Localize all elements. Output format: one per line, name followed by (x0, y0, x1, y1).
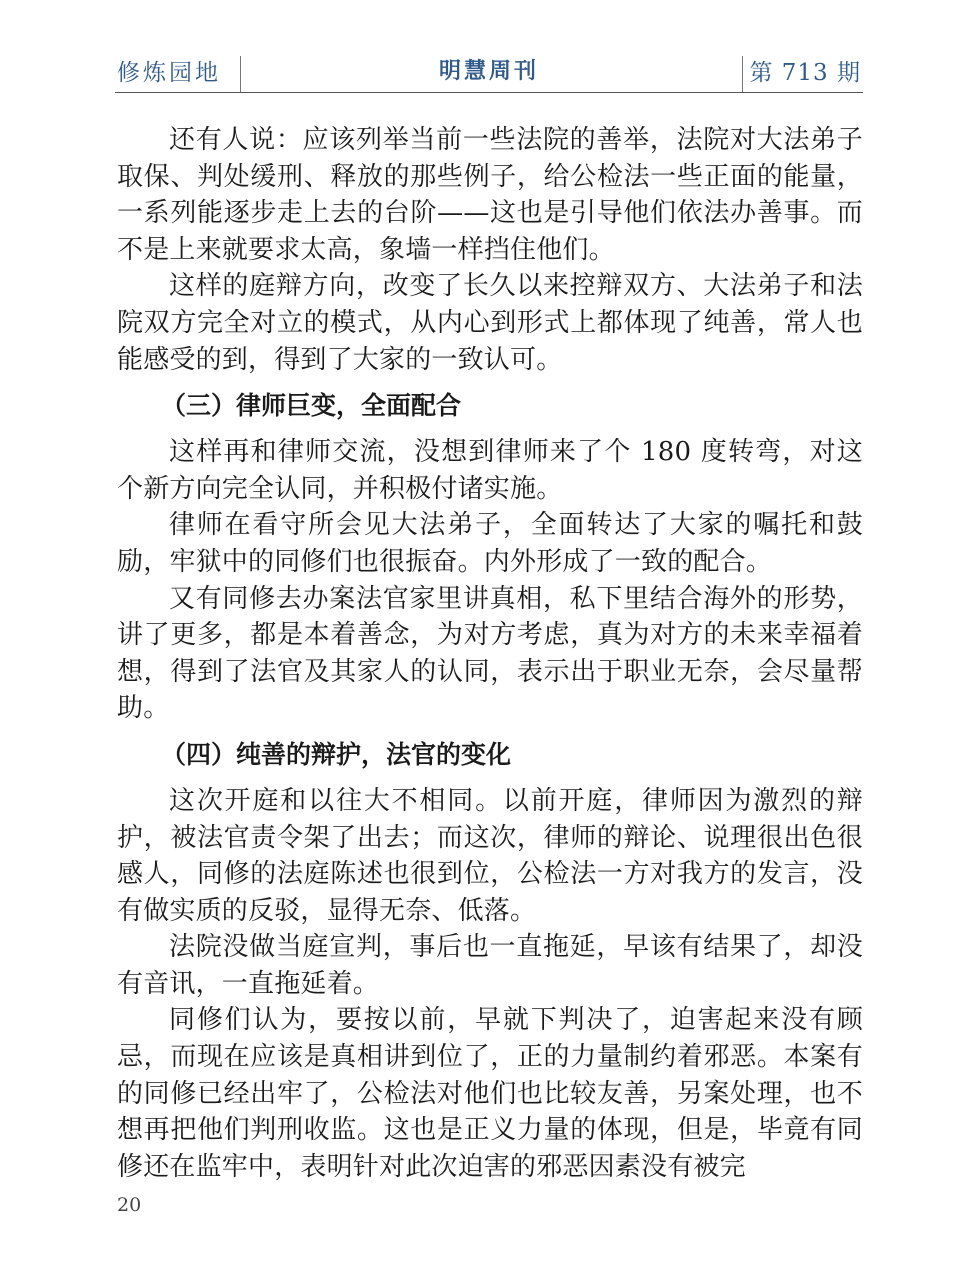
section-heading: （三）律师巨变，全面配合 (161, 391, 462, 421)
page-header (115, 50, 863, 93)
article-body (117, 122, 863, 1185)
paragraph: 这样的庭辩方向，改变了长久以来控辩双方、大法弟子和法院双方完全对立的模式，从内心到形式上都体现了纯善，常人也能感受的到，得到了大家的一致认可。 (117, 271, 863, 375)
paragraph: 同修们认为，要按以前，早就下判决了，迫害起来没有顾忌，而现在应该是真相讲到位了，正的力量制约着邪恶。本案有的同修已经出牢了，公检法对他们也比较友善，另案处理，也不想再把他们判刑收监。这也是正义力量的体现，但是，毕竟有同修还在监牢中，表明针对此次迫害的邪恶因素没有被完 (117, 1005, 863, 1182)
page-number: 20 (117, 1194, 142, 1216)
paragraph: 律师在看守所会见大法弟子，全面转达了大家的嘱托和鼓励，牢狱中的同修们也很振奋。内外形成了一致的配合。 (117, 510, 863, 577)
paragraph: 这次开庭和以往大不相同。以前开庭，律师因为激烈的辩护，被法官责令架了出去；而这次，律师的辩论、说理很出色很感人，同修的法庭陈述也很到位，公检法一方对我方的发言，没有做实质的反驳，显得无奈、低落。 (117, 785, 863, 926)
section-heading: （四）纯善的辩护，法官的变化 (161, 739, 512, 769)
issue-number: 第 713 期 (749, 60, 861, 86)
paragraph: 法院没做当庭宣判，事后也一直拖延，早该有结果了，却没有音讯，一直拖延着。 (117, 932, 863, 999)
paragraph: 还有人说：应该列举当前一些法院的善举，法院对大法弟子取保、判处缓刑、释放的那些例子，给公检法一些正面的能量，一系列能逐步走上去的台阶——这也是引导他们依法办善事。而不是上来就要求太高，象墙一样挡住他们。 (117, 125, 863, 265)
header-divider-right (742, 56, 743, 92)
section-name: 修炼园地 (117, 60, 221, 86)
paragraph: 这样再和律师交流，没想到律师来了个 180 度转弯，对这个新方向完全认同，并积极付诸实施。 (117, 437, 863, 504)
publication-title: 明慧周刊 (438, 58, 539, 84)
paragraph: 又有同修去办案法官家里讲真相，私下里结合海外的形势，讲了更多，都是本着善念，为对方考虑，真为对方的未来幸福着想，得到了法官及其家人的认同，表示出于职业无奈，会尽量帮助。 (117, 583, 863, 724)
